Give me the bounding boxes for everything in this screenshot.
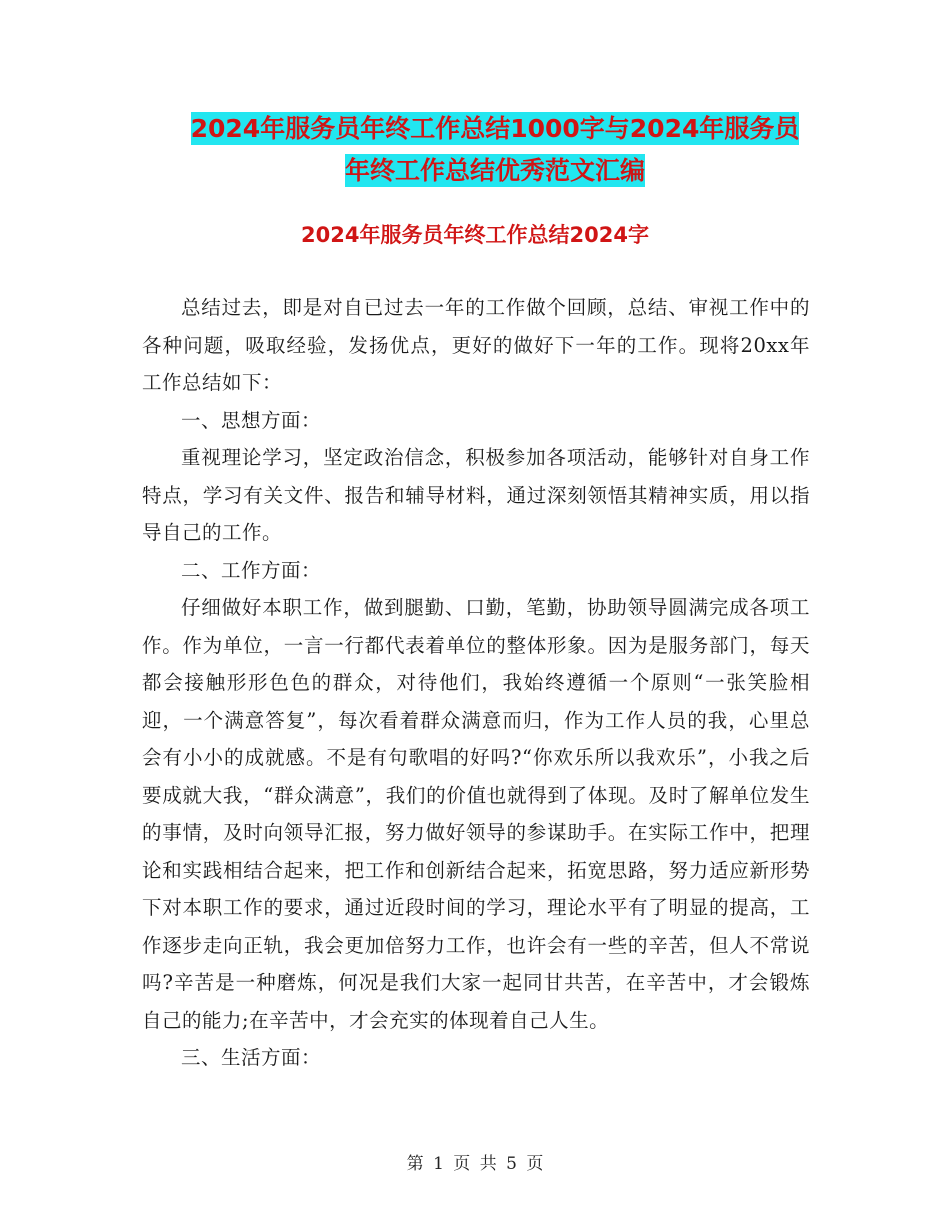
paragraph-work: 仔细做好本职工作，做到腿勤、口勤，笔勤，协助领导圆满完成各项工作。作为单位，一言一行都代表着单位的整体形象。因为是服务部门，每天都会接触形形色色的群众，对待他们，我始终遵循一个原则“一张笑脸相迎，一个满意答复”，每次看着群众满意而归，作为工作人员的我，心里总会有小小的成就感。不是有句歌唱的好吗?“你欢乐所以我欢乐”，小我之后要成就大我，“群众满意”，我们的价值也就得到了体现。及时了解单位发生的事情，及时向领导汇报，努力做好领导的参谋助手。在实际工作中，把理论和实践相结合起来，把工作和创新结合起来，拓宽思路，努力适应新形势下对本职工作的要求，通过近段时间的学习，理论水平有了明显的提高，工作逐步走向正轨，我会更加倍努力工作，也许会有一些的辛苦，但人不常说吗?辛苦是一种磨炼，何况是我们大家一起同甘共苦，在辛苦中，才会锻炼自己的能力;在辛苦中，才会充实的体现着自己人生。 <box>142 596 810 1032</box>
paragraph-intro: 总结过去，即是对自已过去一年的工作做个回顾，总结、审视工作中的各种问题，吸取经验，发扬优点，更好的做好下一年的工作。现将20xx年工作总结如下： <box>142 296 810 394</box>
page-footer: 第 1 页 共 5 页 <box>406 1154 544 1174</box>
heading-work: 二、工作方面： <box>181 558 322 582</box>
document-title <box>0 108 950 192</box>
paragraph-thought: 重视理论学习，坚定政治信念，积极参加各项活动，能够针对自身工作特点，学习有关文件、报告和辅导材料，通过深刻领悟其精神实质，用以指导自己的工作。 <box>142 446 810 544</box>
title-line-2: 年终工作总结优秀范文汇编 <box>344 156 645 185</box>
section-heading: 2024年服务员年终工作总结2024字 <box>301 223 649 247</box>
document-body <box>142 289 810 1077</box>
heading-life: 三、生活方面： <box>181 1046 322 1069</box>
heading-thought: 一、思想方面： <box>181 408 322 432</box>
title-line-1: 2024年服务员年终工作总结1000字与2024年服务员 <box>190 114 800 143</box>
